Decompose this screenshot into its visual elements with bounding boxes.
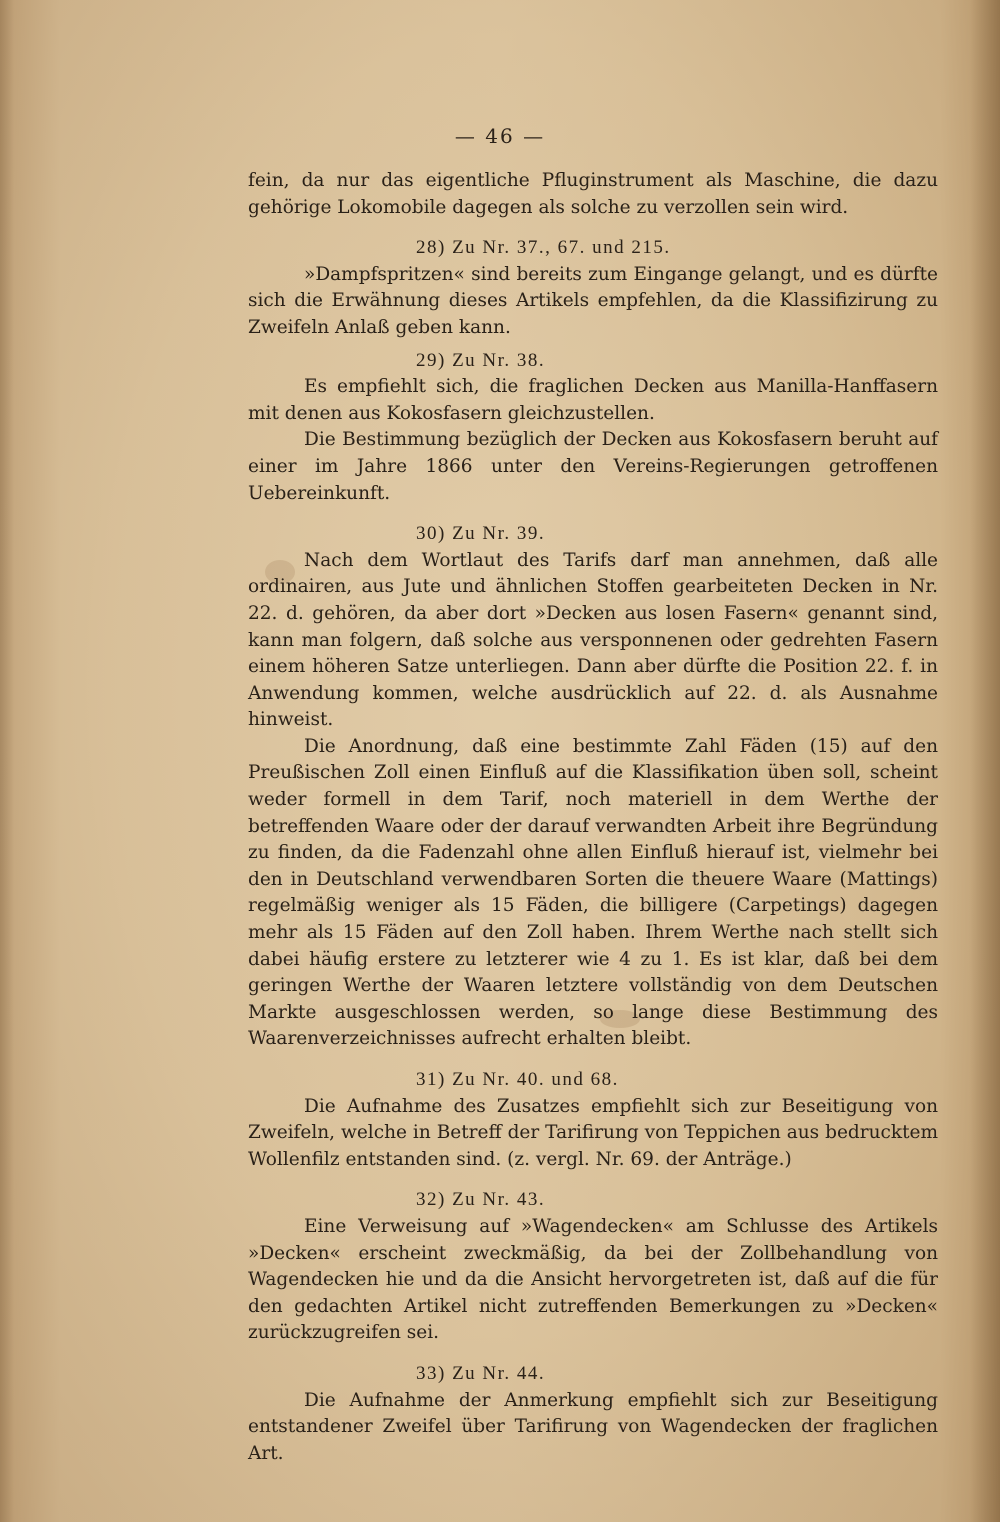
paragraph: fein, da nur das eigentliche Pfluginstrument als Maschine, die dazu gehörige Lokomobile dagegen als solche zu verzollen sein wird.: [248, 170, 938, 218]
page-edge-shadow-left: [0, 0, 14, 1522]
paragraph: Eine Verweisung auf »Wagendecken« am Schlusse des Artikels »Decken« erscheint zweckmäßig, da bei der Zollbehandlung von Wagendecken hie und da die Ansicht hervorgetreten ist, daß auf die für den gedachten Artikel nicht zutreffenden Bemerkungen zu »Decken« zurückzugreifen sei.: [248, 1215, 938, 1344]
page-number: — 46 —: [454, 124, 546, 148]
section-heading: 33) Zu Nr. 44.: [416, 1362, 546, 1384]
paragraph: Die Aufnahme des Zusatzes empfiehlt sich zur Beseitigung von Zweifeln, welche in Betreff der Tarifirung von Teppichen aus bedrucktem Wollenfilz entstanden sind. (z. vergl. Nr. 69. der Anträge.): [248, 1095, 938, 1170]
body-text: [248, 168, 938, 1467]
section-heading: 28) Zu Nr. 37., 67. und 215.: [416, 237, 671, 259]
paragraph: Die Anordnung, daß eine bestimmte Zahl Fäden (15) auf den Preußischen Zoll einen Einfluß auf die Klassifikation üben soll, scheint weder formell in dem Tarif, noch materiell in dem Werthe der betreffenden Waare oder der darauf verwandten Arbeit ihre Begründung zu finden, da die Fadenzahl ohne allen Einfluß hierauf ist, vielmehr bei den in Deutschland verwendbaren Sorten die theuere Waare (Mattings) regelmäßig weniger als 15 Fäden, die billigere (Carpetings) dagegen mehr als 15 Fäden auf den Zoll haben. Ihrem Werthe nach stellt sich dabei häufig erstere zu letzterer wie 4 zu 1. Es ist klar, daß bei dem geringen Werthe der Waaren letztere vollständig von dem Deutschen Markte ausgeschlossen werden, so lange diese Bestimmung des Waarenverzeichnisses aufrecht erhalten bleibt.: [248, 735, 938, 1050]
section-heading: 29) Zu Nr. 38.: [416, 349, 546, 371]
section-heading: 32) Zu Nr. 43.: [416, 1189, 546, 1211]
section-heading: 31) Zu Nr. 40. und 68.: [416, 1069, 619, 1090]
paragraph: »Dampfspritzen« sind bereits zum Eingange gelangt, und es dürfte sich die Erwähnung dieses Artikels empfehlen, da die Klassifizirung zu Zweifeln Anlaß geben kann.: [248, 263, 938, 338]
section-heading: 30) Zu Nr. 39.: [416, 523, 546, 545]
paragraph: Nach dem Wortlaut des Tarifs darf man annehmen, daß alle ordinairen, aus Jute und ähnlichen Stoffen gearbeiteten Decken in Nr. 22. d. gehören, da aber dort »Decken aus losen Fasern« genannt sind, kann man folgern, daß solche aus versponnenen oder gedrehten Fasern einem höheren Satze unterliegen. Dann aber dürfte die Position 22. f. in Anwendung kommen, welche ausdrücklich auf 22. d. als Ausnahme hinweist.: [248, 549, 938, 731]
paragraph: Die Aufnahme der Anmerkung empfiehlt sich zur Beseitigung entstandener Zweifel über Tarifirung von Wagendecken der fraglichen Art.: [248, 1389, 938, 1464]
paragraph: Die Bestimmung bezüglich der Decken aus Kokosfasern beruht auf einer im Jahre 1866 unter den Vereins-Regierungen getroffenen Uebereinkunft.: [248, 429, 938, 504]
page-edge-shadow-right: [970, 0, 1000, 1522]
paragraph: Es empfiehlt sich, die fraglichen Decken aus Manilla-Hanffasern mit denen aus Kokosfasern gleichzustellen.: [248, 376, 938, 424]
